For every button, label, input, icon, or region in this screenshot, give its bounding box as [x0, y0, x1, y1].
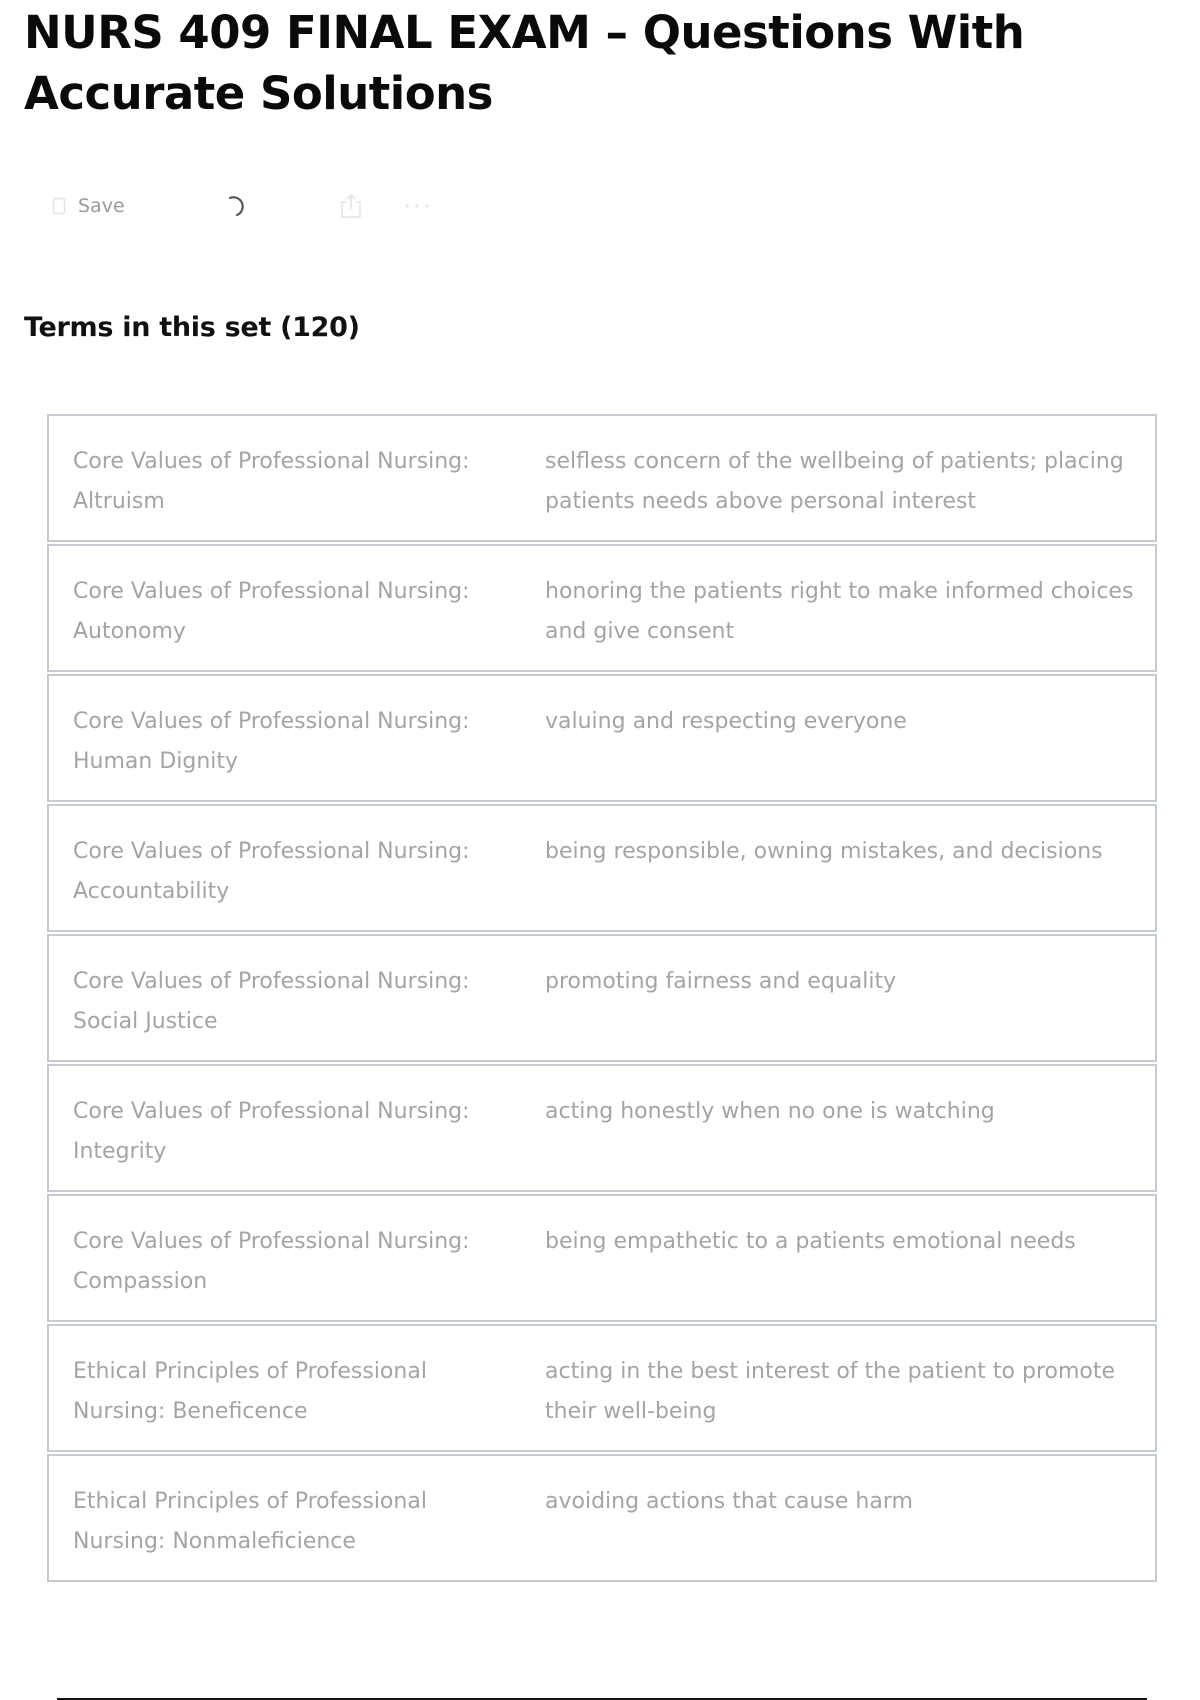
- term-row[interactable]: [47, 544, 1157, 672]
- toolbar: [52, 190, 512, 222]
- term-row[interactable]: [47, 674, 1157, 802]
- terms-count-heading: Terms in this set (120): [24, 312, 360, 343]
- definition-text: valuing and respecting everyone: [545, 709, 907, 734]
- term-text: Core Values of Professional Nursing: Accountability: [73, 839, 470, 904]
- definition-text: selfless concern of the wellbeing of patients; placing patients needs above personal interest: [545, 449, 1124, 514]
- term-text: Ethical Principles of Professional Nursing: Nonmaleficience: [73, 1489, 427, 1554]
- term-text: Ethical Principles of Professional Nursing: Beneficence: [73, 1359, 427, 1424]
- term-row[interactable]: [47, 1194, 1157, 1322]
- term-text: Core Values of Professional Nursing: Integrity: [73, 1099, 470, 1164]
- term-row[interactable]: [47, 1324, 1157, 1452]
- bookmark-icon: [52, 197, 66, 215]
- definition-text: being empathetic to a patients emotional needs: [545, 1229, 1076, 1254]
- save-button[interactable]: [52, 190, 125, 222]
- definition-text: being responsible, owning mistakes, and decisions: [545, 839, 1103, 864]
- save-label: Save: [78, 195, 125, 217]
- term-text: Core Values of Professional Nursing: Compassion: [73, 1229, 470, 1294]
- term-row[interactable]: [47, 804, 1157, 932]
- definition-text: avoiding actions that cause harm: [545, 1489, 913, 1514]
- term-text: Core Values of Professional Nursing: Altruism: [73, 449, 470, 514]
- term-row[interactable]: [47, 1064, 1157, 1192]
- loading-spinner-icon: [222, 190, 252, 222]
- definition-text: honoring the patients right to make informed choices and give consent: [545, 579, 1134, 644]
- definition-text: acting honestly when no one is watching: [545, 1099, 995, 1124]
- term-row[interactable]: [47, 1454, 1157, 1582]
- page-title: NURS 409 FINAL EXAM – Questions With Accurate Solutions: [24, 6, 1025, 120]
- term-text: Core Values of Professional Nursing: Social Justice: [73, 969, 470, 1034]
- term-text: Core Values of Professional Nursing: Autonomy: [73, 579, 470, 644]
- definition-text: acting in the best interest of the patient to promote their well-being: [545, 1359, 1116, 1424]
- share-icon[interactable]: [336, 190, 366, 222]
- term-row[interactable]: [47, 414, 1157, 542]
- more-options-icon[interactable]: [402, 190, 432, 222]
- term-text: Core Values of Professional Nursing: Human Dignity: [73, 709, 470, 774]
- definition-text: promoting fairness and equality: [545, 969, 897, 994]
- term-row[interactable]: [47, 934, 1157, 1062]
- term-list: [47, 414, 1157, 1584]
